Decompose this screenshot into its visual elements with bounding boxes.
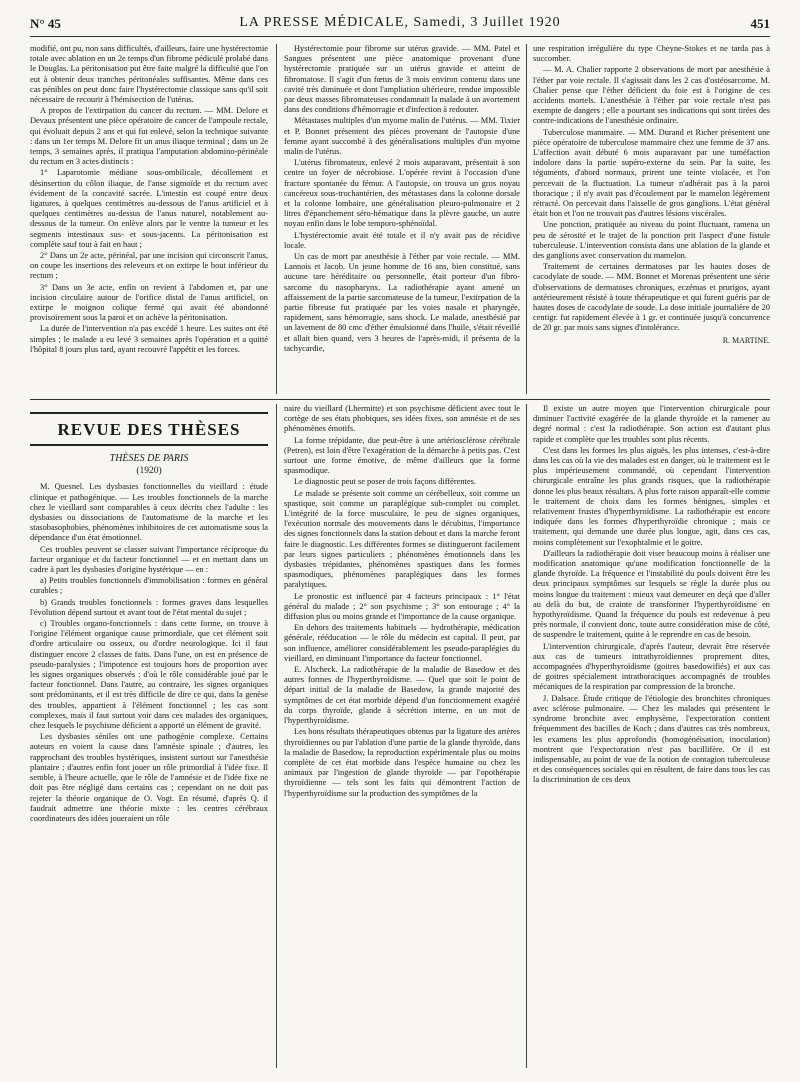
signature: R. MARTINE. <box>722 335 770 345</box>
paragraph: L'hystérectomie avait été totale et il n'y avait pas de récidive locale. <box>284 230 520 250</box>
paragraph: E. Alscheck. La radiothérapie de la maladie de Basedow et des autres formes de l'hyperthyroïdisme. — Quel que soit le point de départ initial de la maladie de Basedow, la grande majorité des symptômes de cet état morbide dépend d'un fonctionnement exagéré du corps thyroïde, glande à sécrétion interne, en un mot de l'hyperthyroïdisme. <box>284 665 520 726</box>
section-divider <box>30 399 770 400</box>
paragraph: Le pronostic est influencé par 4 facteurs principaux : 1° l'état général du malade ; 2° son psychisme ; 3° son entourage ; 4° la diffusion plus ou moins grande et l'importance de la cause organique. <box>284 591 520 622</box>
paragraph: La forme trépidante, due peut-être à une artériosclérose cérébrale (Petren), est loin d'être l'exagération de la démarche à petits pas. C'est surtout une forme émotive, de même d'ailleurs que la forme spasmodique. <box>284 435 520 476</box>
paragraph: c) Troubles organo-fonctionnels : dans cette forme, on trouve à l'origine l'élément organique cause primordiale, que cet élément soit d'ordre articulaire ou osseux, ou d'ordre neurologique. Ici il faut distinguer encore 2 classes de faits. Dans l'une, on est en présence de pseudo-paralysies ; l'impotence est toujours hors de proportion avec les signes organiques observés : d'où le rôle considérable joué par le facteur fonctionnel. Dans l'autre, au contraire, les signes organiques sont prédominants, et il est très difficile de dire ce qui, dans la genèse des troubles, appartient à l'élément fonctionnel ; les cas sont complexes, mais il faut surtout voir dans ces malades des organiques, chez lesquels le psychisme déficient a apporté un élément de gravité. <box>30 619 268 731</box>
paragraph: Une ponction, pratiquée au niveau du point fluctuant, ramena un peu de sérosité et le trajet de la ponction prit l'aspect d'une fistule tuberculeuse. L'intervention consista dans une ablation de la glande et des ganglions avec conservation du mamelon. <box>533 220 770 261</box>
paragraph: a) Petits troubles fonctionnels d'immobilisation : formes en général curables ; <box>30 576 268 596</box>
paragraph: Ces troubles peuvent se classer suivant l'importance réciproque du facteur organique et du facteur fonctionnel — et en mettant dans un cadre à part les dysbasies d'origine hystérique — en : <box>30 544 268 575</box>
section-title: REVUE DES THÈSES <box>30 412 268 446</box>
paragraph: Traitement de certaines dermatoses par les hautes doses de cacodylate de soude. — MM. Bonnet et Morenas présentent une série d'observations de dermatoses chroniques, eczémas et prurigos, ayant antérieurement résisté à toute thérapeutique et qui furent guéris par de hautes doses de cacodylate de soude. La dose initiale journalière de 20 centigr. fut rapidement élevée à 1 gr. et continuée jusqu'à concurrence de 20 gr. par mois sans signes d'intolérance. <box>533 262 770 333</box>
paragraph: Le diagnostic peut se poser de trois façons différentes. <box>294 477 476 487</box>
paragraph: 1° Laparotomie médiane sous-ombilicale, décollement et désinsertion du côlon iliaque, de l'anse sigmoïde et du rectum avec évidement de la concavité sacrée. L'intestin est coupé entre deux ligatures, à quelques centimètres au-dessous de l'anus artificiel et à quelques centimètres au-dessus de l'anus naturel, notablement au-dessous de la tumeur. On enlève alors par le ventre la tumeur et les segments intestinaux sus- et sous-jacents. La péritonisation est complète sauf tout à fait en haut ; <box>30 168 268 249</box>
paragraph: Métastases multiples d'un myome malin de l'utérus. — MM. Tixier et P. Bonnet présentent des pièces provenant de l'autopsie d'une femme ayant succombé à des généralisations multiples d'un myome malin de l'utérus. <box>284 116 520 157</box>
paragraph: J. Dalsace. Étude critique de l'étiologie des bronchites chroniques avec sclérose pulmonaire. — Chez les malades qui présentent le syndrome bronchite avec emphysème, l'expectoration contient fréquemment des bacilles de Koch ; dans d'autres cas très nombreux, les examens les plus approfondis (homogénéisation, inoculation) montrent que l'expectoration n'est pas bacillifère. Or il est indispensable, au point de vue de la notion de contagion tuberculeuse et des conséquences sociales qui en résultent, de faire dans tous les cas la discrimination de ces deux <box>533 693 770 785</box>
paragraph: A propos de l'extirpation du cancer du rectum. — MM. Delore et Devaux présentent une pièce opératoire de cancer de l'ampoule rectale, qui évoluait depuis 2 ans et qui fut enlevé, selon la technique suivante : dans un 1er temps M. Delore fit un anus iliaque terminal ; dans un 2e temps, 3 semaines après, il pratiqua l'amputation abdomino-périnéale du rectum en 3 actes distincts : <box>30 106 268 167</box>
paragraph: Les bons résultats thérapeutiques obtenus par la ligature des artères thyroïdiennes ou par l'ablation d'une partie de la glande thyroïde, dans la maladie de Basedow, la reproduction expérimentale plus ou moins complète de cet état morbide dans l'espèce humaine ou chez les animaux par l'ingestion de glande thyroïde — par l'opothérapie thyroïdienne — tels sont les faits qui démontrent l'action de l'hyperthyroïdisme sur la production des symptômes de la <box>284 727 520 798</box>
bottom-column-3 <box>533 404 770 1072</box>
paragraph: Hystérectomie pour fibrome sur utérus gravide. — MM. Patel et Sangues présentent une pièce anatomique provenant d'une hystérectomie pratiquée sur un utérus gravide et atteint de fibromatose. Il s'agit d'un fœtus de 3 mois environ contenu dans une cavité très diminuée et dont l'ampliation ultérieure, rendue impossible par deux masses fibromateuses condamnait la malade à un avortement dans des conditions d'hémorragie et d'infection à redouter. <box>284 44 520 115</box>
paragraph: M. Quesnel. Les dysbasies fonctionnelles du vieillard : étude clinique et pathogénique. — Les troubles fonctionnels de la marche chez le vieillard sont comparables à ceux décrits chez l'adulte : les dysbasies ou dissociations de l'automatisme de la marche et les stasobasophobies, phénomènes inhibitoires de cet automatisme sous la dépendance d'un état émotionnel. <box>30 482 268 543</box>
journal-title: LA PRESSE MÉDICALE, Samedi, 3 Juillet 1920 <box>239 15 561 30</box>
paragraph: naire du vieillard (Lhermitte) et son psychisme déficient avec tout le cortège de ses états phobiques, ses idées fixes, son amnésie et de ses phénomènes émotifs. <box>284 404 520 434</box>
paragraph: En dehors des traitements habituels — hydrothérapie, médication générale, rééducation — le rôle du médecin est capital. Il peut, par son influence, améliorer considérablement les pseudo-paraplégies du vieillard, en diminuant l'importance du facteur fonctionnel. <box>284 623 520 663</box>
subsection-title: THÈSES DE PARIS <box>109 453 189 464</box>
paragraph: — M. A. Chalier rapporte 2 observations de mort par anesthésie à l'éther par voie rectale. Il s'agissait dans les 2 cas d'ostéosarcome. M. Chalier pense que l'éther déficient du foie est à l'origine de ces accidents mortels. L'anesthésie à l'éther par voie rectale n'est pas exempte de dangers ; elle a pourtant ses indications qui sont tirées des contre-indications de l'anesthésie ordinaire. <box>533 65 770 126</box>
paragraph: 3° Dans un 3e acte, enfin on revient à l'abdomen et, par une incision circulaire autour de l'orifice distal de l'anus artificiel, on extirpe le moignon colique fermé qui avait été abandonné provisoirement sous la paroi et on achève la péritonisation. <box>30 282 268 323</box>
issue-number: N° 45 <box>30 16 61 31</box>
paragraph: Un cas de mort par anesthésie à l'éther par voie rectale. — MM. Lannois et Jacob. Un jeune homme de 16 ans, bien constitué, sans aucune tare héréditaire ou personnelle, était porteur d'un fibro-sarcome du nasopharynx. La radiothérapie ayant amené un affaissement de la partie sarcomateuse de la tumeur, l'extirpation de la partie fibreuse fut pratiquée par les voies nasale et pharyngée, rapidement, sans hémorragie, sans shock. Le malade, anesthésié par un lavement de 80 cmc d'éther émulsionné dans l'huile, s'était réveillé et allait bien quand, vers 3 heures de l'après-midi, il présenta de la tachycardie, <box>284 252 520 353</box>
paragraph: D'ailleurs la radiothérapie doit viser beaucoup moins à réaliser une modification anatomique qu'une modification fonctionnelle de la glande thyroïde. La fréquence et l'instabilité du pouls doivent être les deux principaux symptômes sur lesquels se règle la durée plus ou moins longue du traitement : mieux vaut demeurer en deçà que d'aller au delà du but, de crainte de transformer l'hyperthyroïdisme en hypothyroïdisme. Quand la fréquence du pouls est redevenue à peu près normale, il convient donc, toute autre considération mise de côté, de suspendre le traitement, quitte à le reprendre en cas de besoin. <box>533 548 770 640</box>
page-header <box>30 14 770 37</box>
bottom-column-2 <box>284 404 520 1072</box>
paragraph: une respiration irrégulière du type Cheyne-Stokes et ne tarda pas à succomber. <box>533 44 770 64</box>
column-rule <box>276 44 277 394</box>
paragraph: Le malade se présente soit comme un cérébelleux, soit comme un spastique, soit comme un paraplégique sub-complet ou complet. L'intégrité de la force musculaire, le peu de signes organiques, l'exécution normale des mouvements dans le décubitus, l'importance des signes fonctionnels dans la station debout et dans la marche feront faire le diagnostic. Les différentes formes se distingueront facilement par leurs signes particuliers ; phénomènes émotionnels dans les dysbasies trépidantes, phénomènes spastiques dans les formes spasmodiques, phénomènes paraplégiques dans les formes paralytiques. <box>284 488 520 590</box>
paragraph: C'est dans les formes les plus aiguës, les plus intenses, c'est-à-dire dans les cas où la vie des malades est en danger, où le traitement est le plus impérieusement commandé, où cependant l'intervention chirurgicale entraîne les plus grands risques, que la radiothérapie donne les plus beaux résultats. A plus forte raison apparaît-elle comme le traitement de choix dans les formes bénignes, simples et relativement frustes d'hyperthyroïdisme. La radiothérapie est encore indiquée dans les formes d'hyperthyroïdie chronique ; mais ce traitement, qui demande une durée plus longue, agit, dans ces cas, moins complètement sur l'exophtalmie et le goitre. <box>533 445 770 547</box>
top-column-3 <box>533 44 770 396</box>
top-column-1 <box>30 44 268 396</box>
paragraph: La durée de l'intervention n'a pas excédé 1 heure. Les suites ont été simples ; le malade a eu levé 3 semaines après l'opération et a quitté l'hôpital 8 jours plus tard, ayant recouvré l'appétit et les forces. <box>30 324 268 354</box>
paragraph: b) Grands troubles fonctionnels : formes graves dans lesquelles l'évolution dépend surtout et avant tout de l'état mental du sujet ; <box>30 597 268 617</box>
year-label: (1920) <box>136 466 162 477</box>
paragraph: L'utérus fibromateux, enlevé 2 mois auparavant, présentait à son centre un foyer de nécrobiose. L'opérée revint à l'occasion d'une fracture spontanée du fémur. A l'autopsie, on trouva un gros noyau cancéreux sous-trochantérien, des métastases dans la colonne dorsale et la colonne lombaire, une généralisation pleuro-pulmonaire et 2 litres d'épanchement séro-hématique dans la plèvre gauche, un autre noyau enfin dans le lobe temporo-sphénoïdal. <box>284 158 520 229</box>
paragraph: Tuberculose mammaire. — MM. Durand et Richer présentent une pièce opératoire de tuberculose mammaire chez une femme de 37 ans. L'affection avait débuté 6 mois auparavant par une tuméfaction indolore dans la partie supéro-externe du sein. Par la suite, les téguments, d'abord normaux, prirent une teinte violacée, et l'on percevait de la fluctuation. La tumeur n'adhérait pas à la paroi thoracique ; il n'y avait pas d'écoulement par le mamelon légèrement rétracté. On percevait dans l'aisselle de gros ganglions. L'état général était bon et l'on ne trouvait pas d'autres lésions viscérales. <box>533 127 770 219</box>
paragraph: modifié, ont pu, non sans difficultés, d'ailleurs, faire une hystérectomie totale avec ablation en un 2e temps d'un fibrome pédiculé prolabé dans le Douglas. La péritonisation put être faite malgré la difficulté que l'on eut à obtenir deux tranches péritonéales suffisantes. Même dans ces cas pénibles on peut donc faire l'hystérectomie classique sans qu'il soit nécessaire de recourir à l'hémisection de l'utérus. <box>30 44 268 105</box>
column-rule <box>526 44 527 394</box>
top-column-2 <box>284 44 520 396</box>
paragraph: Les dysbasies séniles ont une pathogénie complexe. Certains auteurs en voient la cause dans l'amnésie spinale ; d'autres, les rapprochant des troubles hystériques, insistent surtout sur l'anesthésie plantaire ; d'autres enfin font jouer un rôle primordial à l'idée fixe. Il semble, à l'heure actuelle, que le rôle de l'amnésie et de l'idée fixe ne doit pas être négligé dans certains cas ; cependant on ne doit pas rejeter la théorie organique de O. Vogt. En résumé, d'après Q. il faudrait admettre une théorie mixte : les centres cérébraux coordinateurs des idées joueraient un rôle <box>30 732 268 823</box>
page-number: 451 <box>750 16 770 31</box>
column-rule <box>526 404 527 1068</box>
paragraph: 2° Dans un 2e acte, périnéal, par une incision qui circonscrit l'anus, on coupe les insertions des releveurs et on extirpe le bout inférieur du rectum ; <box>30 251 268 281</box>
bottom-column-1 <box>30 404 268 1072</box>
column-rule <box>276 404 277 1068</box>
paragraph: Il existe un autre moyen que l'intervention chirurgicale pour diminuer l'activité exagérée de la glande thyroïde et la ramener au degré normal : c'est la radiothérapie. Son action est d'autant plus rapide et complète que les troubles sont plus récents. <box>533 404 770 444</box>
paragraph: L'intervention chirurgicale, d'après l'auteur, devrait être réservée aux cas de tumeurs intrathyroïdiennes proprement dites, accompagnées d'hyperthyroïdisme (goitres basedowifiés) et aux cas de goitres spécialement intrathoraciques accompagnés de troubles mécaniques de la respiration par compression de la bronche. <box>533 641 770 692</box>
